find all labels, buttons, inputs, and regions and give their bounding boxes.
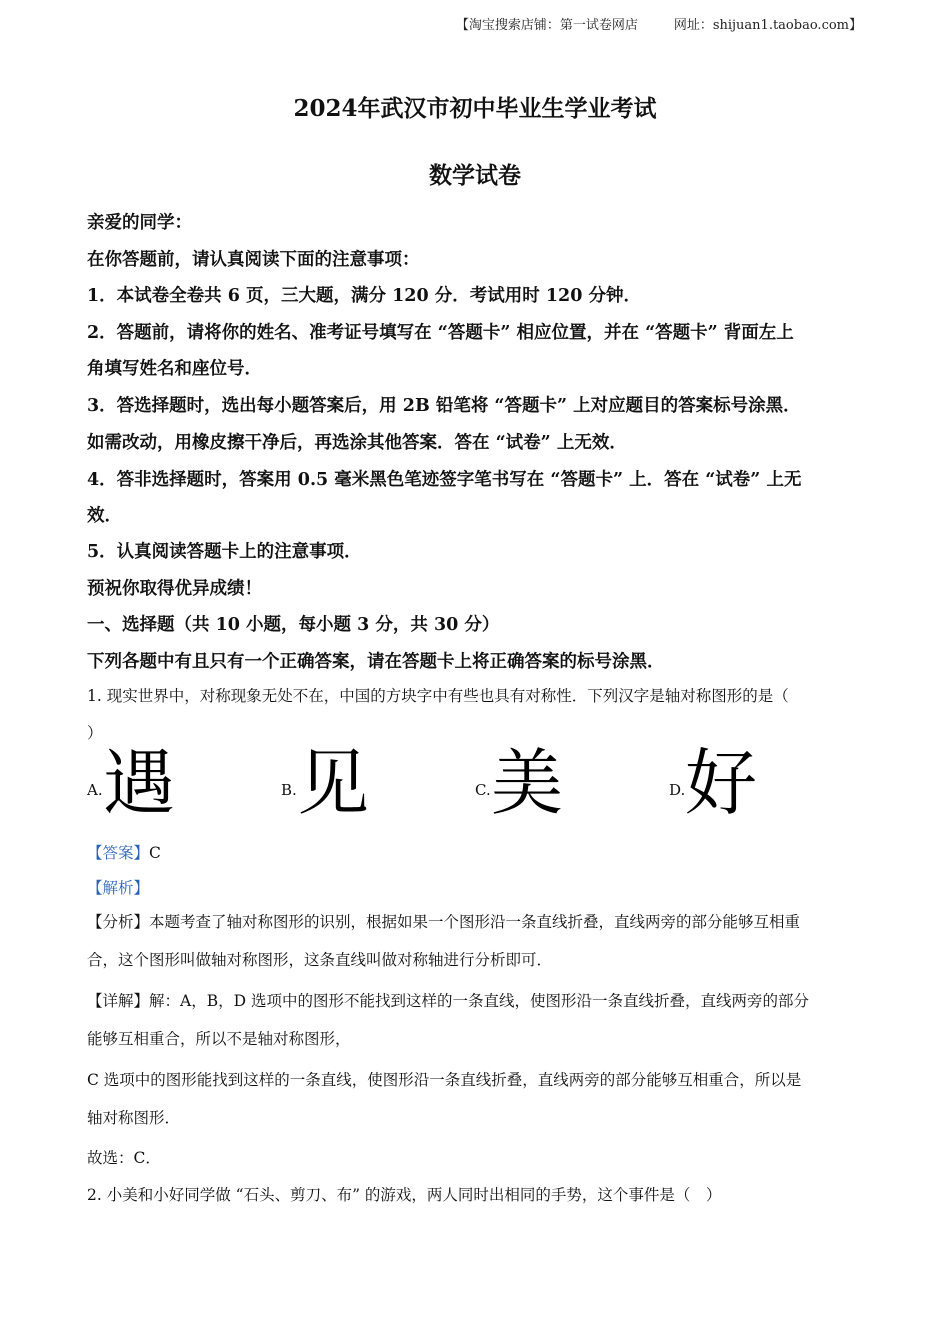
option-label: C. [475,781,491,799]
notice-item-2b: 角填写姓名和座位号． [87,359,262,379]
notice-item-1: 1．本试卷全卷共 6 页，三大题，满分 120 分．考试用时 120 分钟． [87,286,641,306]
q1-options [87,741,862,825]
header-url: 网址：shijuan1.taobao.com】 [673,18,862,33]
xiangjie-tag: 【详解】 [87,992,150,1010]
notice-intro: 在你答题前，请认真阅读下面的注意事项： [87,250,420,270]
answer-value: C [149,844,161,862]
notice-item-3a: 3．答选择题时，选出每小题答案后，用 2B 铅笔将 “答题卡” 上对应题目的答案标号涂黑． [87,396,801,416]
option-label: A. [87,781,103,799]
q1-xiangjie-b: 能够互相重合，所以不是轴对称图形， [87,1030,351,1048]
section-1-instruction: 下列各题中有且只有一个正确答案，请在答题卡上将正确答案的标号涂黑． [87,652,665,672]
notice-item-4b: 效． [87,506,122,526]
q1-xiangjie-c: C 选项中的图形能找到这样的一条直线，使图形沿一条直线折叠，直线两旁的部分能够互相重合，所以是 [87,1071,802,1089]
notice-wish: 预祝你取得优异成绩！ [87,579,262,599]
q2-stem: 2. 小美和小好同学做 “石头、剪刀、布” 的游戏，两人同时出相同的手势，这个事件是（ ） [87,1186,722,1204]
header-shop: 【淘宝搜索店铺：第一试卷网店 [455,18,638,33]
fenxi-text: 本题考查了轴对称图形的识别，根据如果一个图形沿一条直线折叠，直线两旁的部分能够互相重 [149,913,801,931]
fenxi-tag: 【分析】 [87,913,150,931]
option-character-image: 见 [297,741,370,825]
option-label: D. [669,781,686,799]
q1-fenxi-cont: 合，这个图形叫做轴对称图形，这条直线叫做对称轴进行分析即可． [87,951,553,969]
notice-item-4a: 4．答非选择题时，答案用 0.5 毫米黑色笔迹签字笔书写在 “答题卡” 上．答在 “试卷” 上无 [87,470,802,490]
q1-answer [87,841,862,863]
option-character-image: 美 [491,741,564,825]
q1-stem: 1. 现实世界中，对称现象无处不在，中国的方块字中有些也具有对称性．下列汉字是轴对称图形的是（ [87,687,789,705]
notice-item-5: 5．认真阅读答题卡上的注意事项． [87,542,362,562]
option-label: B. [281,781,297,799]
option-character-image: 遇 [103,741,176,825]
notice-item-3b: 如需改动，用橡皮擦干净后，再选涂其他答案．答在 “试卷” 上无效． [87,433,627,453]
exam-title: 2024年武汉市初中毕业生学业考试 [293,95,657,122]
q1-conclusion: 故选：C． [87,1149,161,1167]
q1-fenxi [87,910,862,932]
notice-greeting: 亲爱的同学： [87,213,192,233]
q1-analysis-tag: 【解析】 [87,879,150,897]
option-character-image: 好 [685,741,758,825]
page-header [456,14,862,33]
notice-item-2a: 2．答题前，请将你的姓名、准考证号填写在 “答题卡” 相应位置，并在 “答题卡” 背面左上 [87,323,794,343]
answer-tag: 【答案】 [87,844,150,862]
q1-stem-end: ） [87,724,103,742]
q1-xiangjie [87,989,862,1011]
xiangjie-text: 解：A，B，D 选项中的图形不能找到这样的一条直线，使图形沿一条直线折叠，直线两旁的部分 [149,992,809,1010]
q1-xiangjie-d: 轴对称图形． [87,1109,181,1127]
exam-subtitle: 数学试卷 [429,162,521,189]
section-1-heading: 一、选择题（共 10 小题，每小题 3 分，共 30 分） [87,615,500,635]
